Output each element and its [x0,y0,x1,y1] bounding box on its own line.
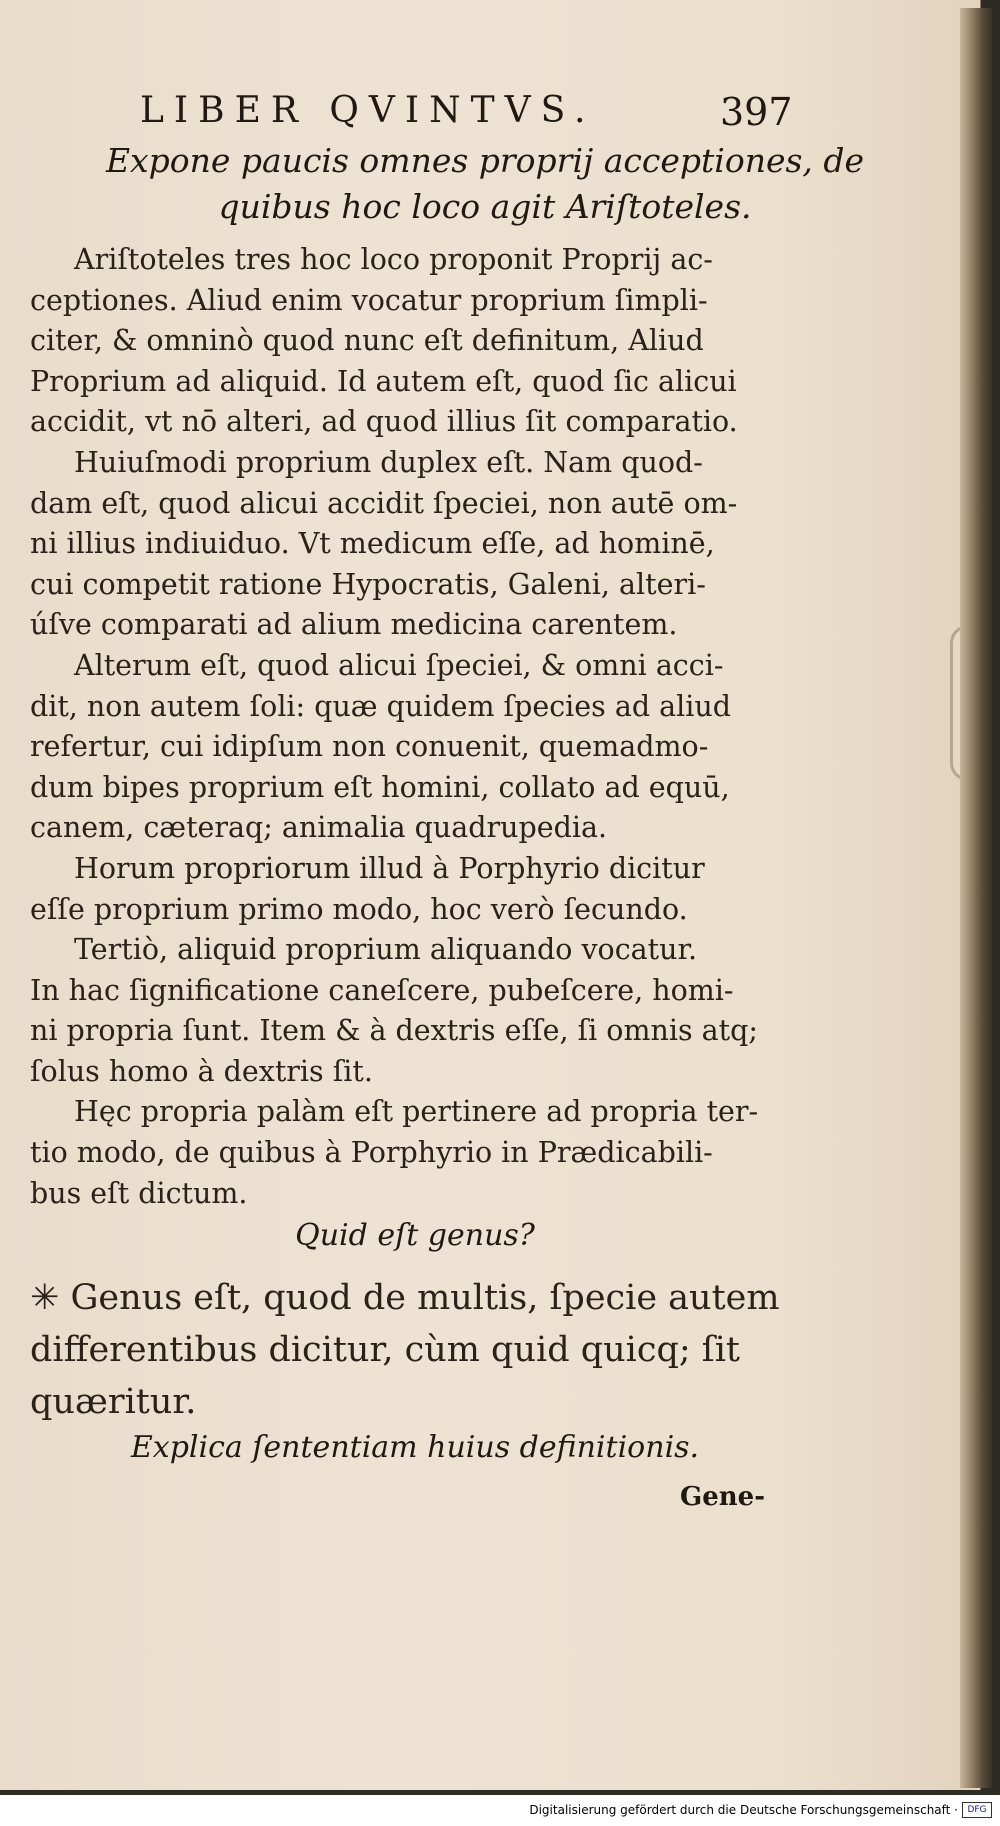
question-heading-3: Explica ſententiam huius definitionis. [130,1430,700,1465]
answer-paragraph [30,849,800,930]
definition-line: quæritur. [30,1382,197,1422]
answer-text [30,240,800,1214]
text-line: tio modo, de quibus à Porphyrio in Prædicabili- [30,1136,713,1170]
text-line: Hęc propria palàm eſt pertinere ad propria ter- [74,1095,759,1129]
text-line: ni propria ſunt. Item & à dextris eſſe, ſi omnis atq; [30,1014,758,1048]
text-line: Huiuſmodi proprium duplex eſt. Nam quod- [74,445,703,479]
text-line: citer, & omninò quod nunc eſt definitum, Aliud [30,324,704,358]
text-line: Proprium ad aliquid. Id autem eſt, quod ſic alicui [30,364,737,398]
text-line: Alterum eſt, quod alicui ſpeciei, & omni acci- [74,648,724,682]
answer-paragraph [30,443,800,646]
text-line: Horum propriorum illud à Porphyrio dicitur [74,851,705,885]
text-line: ſolus homo à dextris ſit. [30,1054,373,1088]
text-line: accidit, vt nō alteri, ad quod illius ſit comparatio. [30,405,738,439]
text-line: dum bipes proprium eſt homini, collato ad equū, [30,770,730,804]
text-line: Tertiò, aliquid proprium aliquando vocatur. [74,933,698,967]
definition-line: ✳ Genus eſt, quod de multis, ſpecie autem [30,1278,780,1318]
question-heading-line: quibus hoc loco agit Ariſtoteles. [218,187,752,226]
text-line: bus eſt dictum. [30,1176,248,1210]
definition-text [30,1272,800,1428]
text-line: dam eſt, quod alicui accidit ſpeciei, non autē om- [30,486,738,520]
answer-paragraph [30,646,800,849]
page-number: 397 [720,90,793,134]
page-edge [960,8,992,1788]
running-head: LIBER QVINTVS. [140,90,596,131]
text-line: canem, cæteraq; animalia quadrupedia. [30,811,607,845]
dfg-logo: DFG [962,1802,992,1818]
answer-paragraph [30,240,800,443]
text-line: refertur, cui idipſum non conuenit, quemadmo- [30,730,709,764]
question-heading-line: Expone paucis omnes proprij acceptiones, de [105,141,865,180]
text-line: In hac ſignificatione caneſcere, pubeſcere, homi- [30,973,734,1007]
answer-paragraph [30,930,800,1092]
text-line: Ariſtoteles tres hoc loco proponit Proprij ac- [74,243,713,276]
answer-paragraph [30,1092,800,1214]
definition-line: differentibus dicitur, cùm quid quicq; ſit [30,1330,740,1370]
footer-bar [0,1795,1000,1826]
text-line: úſve comparati ad alium medicina carentem. [30,608,678,642]
text-line: ceptiones. Aliud enim vocatur proprium ſimpli- [30,283,708,317]
text-line: dit, non autem ſoli: quæ quidem ſpecies ad aliud [30,689,731,723]
funding-credit: Digitalisierung gefördert durch die Deutsche Forschungsgemeinschaft · [529,1803,958,1817]
text-line: eſſe proprium primo modo, hoc verò ſecundo. [30,892,688,926]
question-heading-2: Quid eſt genus? [295,1218,535,1253]
catchword: Gene- [680,1482,765,1512]
text-line: ni illius indiuiduo. Vt medicum eſſe, ad hominē, [30,527,715,561]
text-line: cui competit ratione Hypocratis, Galeni, alteri- [30,567,706,601]
question-heading-1 [75,138,895,230]
